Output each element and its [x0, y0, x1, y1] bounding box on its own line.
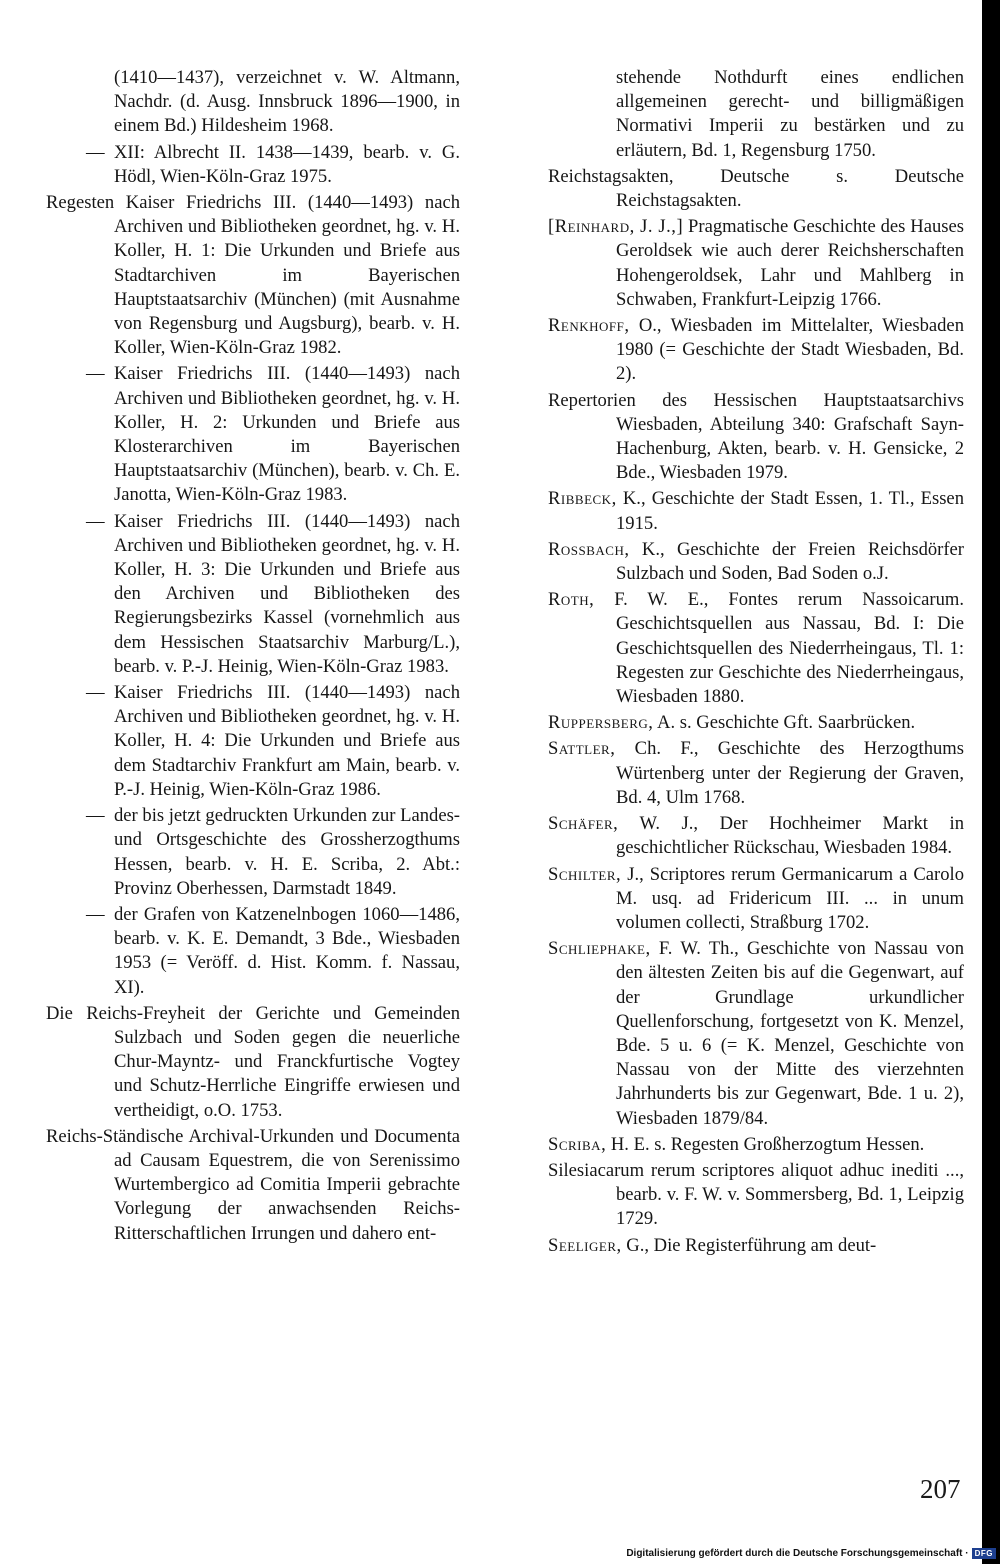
author-name: Schäfer, [548, 813, 619, 835]
author-name: [Reinhard, J. J.,] [548, 216, 684, 238]
bibliography-entry: Silesiacarum rerum scriptores aliquot adhuc inediti ..., bearb. v. F. W. v. Sommersberg, Bd. 1, Leipzig 1729. [548, 1159, 964, 1230]
bibliography-entry [548, 588, 964, 709]
entry-text: K., Geschichte der Freien Reichsdörfer Sulzbach und Soden, Bad Soden o.J. [616, 538, 964, 585]
author-name: Scriba, [548, 1133, 607, 1155]
entry-text: K., Geschichte der Stadt Essen, 1. Tl., Essen 1915. [616, 488, 964, 534]
author-name: Schilter, [548, 863, 622, 885]
author-name: Roth, [548, 589, 595, 611]
entry-text: W. J., Der Hochheimer Markt in geschichtlicher Rückschau, Wiesbaden 1984. [616, 813, 964, 859]
author-name: Renkhoff, [548, 315, 630, 337]
dash-mark: — [86, 682, 105, 704]
bibliography-entry [548, 863, 964, 936]
dash-mark: — [86, 510, 105, 532]
entry-text: Kaiser Friedrichs III. (1440—1493) nach Archiven und Bibliotheken geordnet, hg. v. H. Koller, H. 3: Die Urkunden und Briefe aus den Archiven und Bibliotheken des Regierungsbezirks Kassel (vornehmlich aus dem Hessischen Staatsarchiv Marburg/L.), bearb. v. P.-J. Heinig, Wien-Köln-Graz 1983. [114, 510, 460, 677]
bibliography-entry [548, 937, 964, 1131]
entry-text: F. W. E., Fontes rerum Nassoicarum. Geschichtsquellen aus Nassau, Bd. I: Die Geschichtsquellen des Niederrheingaus, Tl. 1: Regesten zur Geschichte des Niederrheingaus, Wiesbaden 1880. [594, 589, 964, 708]
bibliography-entry [548, 737, 964, 810]
bibliography-entry [548, 487, 964, 535]
bibliography-entry [548, 711, 964, 735]
dash-mark: — [86, 903, 105, 925]
entry-text: XII: Albrecht II. 1438—1439, bearb. v. G. Hödl, Wien-Köln-Graz 1975. [114, 141, 460, 187]
left-column [46, 66, 460, 1248]
page-number: 207 [920, 1474, 961, 1504]
author-name: Ruppersberg, [548, 712, 654, 734]
bibliography-entry [548, 538, 964, 586]
bibliography-entry: Die Reichs-Freyheit der Gerichte und Gemeinden Sulzbach und Soden gegen die neuerliche Chur-Mayntz- und Franckfurtische Vogtey und Schutz-Herrliche Eingriffe erwiesen und vertheidigt, o.O. 1753. [46, 1002, 460, 1121]
author-name: Ribbeck, [548, 488, 617, 510]
entry-text: Pragmatische Geschichte des Hauses Geroldsek wie auch derer Reichsherschaften Hohengeroldsek, Lahr und Mahlberg in Schwaben, Frankfurt-Leipzig 1766. [616, 216, 964, 310]
entry-text: Ch. F., Geschichte des Herzogthums Würtenberg unter der Regierung der Graven, Bd. 4, Ulm 1768. [615, 738, 964, 808]
right-column [548, 66, 964, 1260]
bibliography-entry [548, 812, 964, 860]
entry-text: J., Scriptores rerum Germanicarum a Carolo M. usq. ad Fridericum III. ... in unum volumen collecti, Straßburg 1702. [616, 863, 964, 933]
author-name: Seeliger, [548, 1234, 622, 1256]
bibliography-entry: (1410—1437), verzeichnet v. W. Altmann, Nachdr. (d. Ausg. Innsbruck 1896—1900, in einem Bd.) Hildesheim 1968. [114, 67, 460, 137]
dash-mark: — [86, 363, 105, 385]
entry-text: der Grafen von Katzenelnbogen 1060—1486, bearb. v. K. E. Demandt, 3 Bde., Wiesbaden 1953 (= Veröff. d. Hist. Komm. f. Nassau, XI). [114, 903, 460, 998]
bibliography-entry [548, 1133, 964, 1157]
bibliography-entry [548, 215, 964, 312]
dash-mark: — [86, 141, 105, 163]
entry-text: F. W. Th., Geschichte von Nassau von den ältesten Zeiten bis auf die Gegenwart, auf der Grundlage urkundlicher Quellenforschung, fortgesetzt von K. Menzel, Bde. 5 u. 6 (= K. Menzel, Geschichte von Nassau von der Mitte des vierzehnten Jahrhunderts bis zur Gegenwart, Bde. 1 u. 2), Wiesbaden 1879/84. [616, 938, 964, 1129]
bibliography-entry: Repertorien des Hessischen Hauptstaatsarchivs Wiesbaden, Abteilung 340: Grafschaft Sayn-Hachenburg, Akten, bearb. v. H. Gensicke, 2 Bde., Wiesbaden 1979. [548, 389, 964, 484]
entry-text: der bis jetzt gedruckten Urkunden zur Landes- und Ortsgeschichte des Grossherzogthums Hessen, bearb. v. H. E. Scriba, 2. Abt.: Provinz Oberhessen, Darmstadt 1849. [114, 805, 460, 899]
entry-text: Kaiser Friedrichs III. (1440—1493) nach Archiven und Bibliotheken geordnet, hg. v. H. Koller, H. 2: Urkunden und Briefe aus Klosterarchiven im Bayerischen Hauptstaatsarchiv (München), bearb. v. Ch. E. Janotta, Wien-Köln-Graz 1983. [114, 363, 460, 506]
bibliography-subentry [86, 681, 460, 802]
author-name: Schliephake, [548, 938, 651, 960]
dfg-logo-icon: DFG [972, 1548, 996, 1559]
bibliography-subentry [86, 362, 460, 507]
bibliography-entry: Reichs-Ständische Archival-Urkunden und Documenta ad Causam Equestrem, die von Serenissimo Wurtembergico ad Comitia Imperii gebrachte Vorlegung der anwachsenden Reichs-Ritterschaftlichen Irrungen und dahero ent- [46, 1125, 460, 1244]
bibliography-entry: Reichstagsakten, Deutsche s. Deutsche Reichstagsakten. [548, 165, 964, 212]
bibliography-entry: stehende Nothdurft eines endlichen allgemeinen gerecht- und billigmäßigen Normativi Imperii zu bestärken und zu erläutern, Bd. 1, Regensburg 1750. [616, 67, 964, 161]
author-name: Rossbach, [548, 538, 630, 560]
entry-text: H. E. s. Regesten Großherzogtum Hessen. [606, 1133, 925, 1155]
author-name: Sattler, [548, 738, 616, 760]
entry-text: O., Wiesbaden im Mittelalter, Wiesbaden 1980 (= Geschichte der Stadt Wiesbaden, Bd. 2). [616, 315, 964, 385]
digitization-footer [626, 1548, 996, 1559]
bibliography-entry: Regesten Kaiser Friedrichs III. (1440—1493) nach Archiven und Bibliotheken geordnet, hg. v. H. Koller, H. 1: Die Urkunden und Briefe aus Stadtarchiven im Bayerischen Hauptstaatsarchiv (München) (mit Ausnahme von Regensburg und Augsburg), bearb. v. H. Koller, Wien-Köln-Graz 1982. [46, 192, 460, 359]
bibliography-subentry [86, 804, 460, 901]
entry-text: G., Die Registerführung am deut- [621, 1234, 877, 1256]
bibliography-entry [548, 314, 964, 387]
entry-text: Kaiser Friedrichs III. (1440—1493) nach Archiven und Bibliotheken geordnet, hg. v. H. Koller, H. 4: Die Urkunden und Briefe aus dem Stadtarchiv Frankfurt am Main, bearb. v. P.-J. Heinig, Wien-Köln-Graz 1986. [114, 682, 460, 800]
bibliography-entry [548, 1234, 964, 1258]
bibliography-subentry [86, 903, 460, 1000]
bibliography-subentry [86, 141, 460, 189]
entry-text: A. s. Geschichte Gft. Saarbrücken. [653, 712, 916, 734]
dash-mark: — [86, 805, 105, 827]
bibliography-subentry [86, 510, 460, 679]
footer-text: Digitalisierung gefördert durch die Deutsche Forschungsgemeinschaft · [626, 1548, 969, 1559]
